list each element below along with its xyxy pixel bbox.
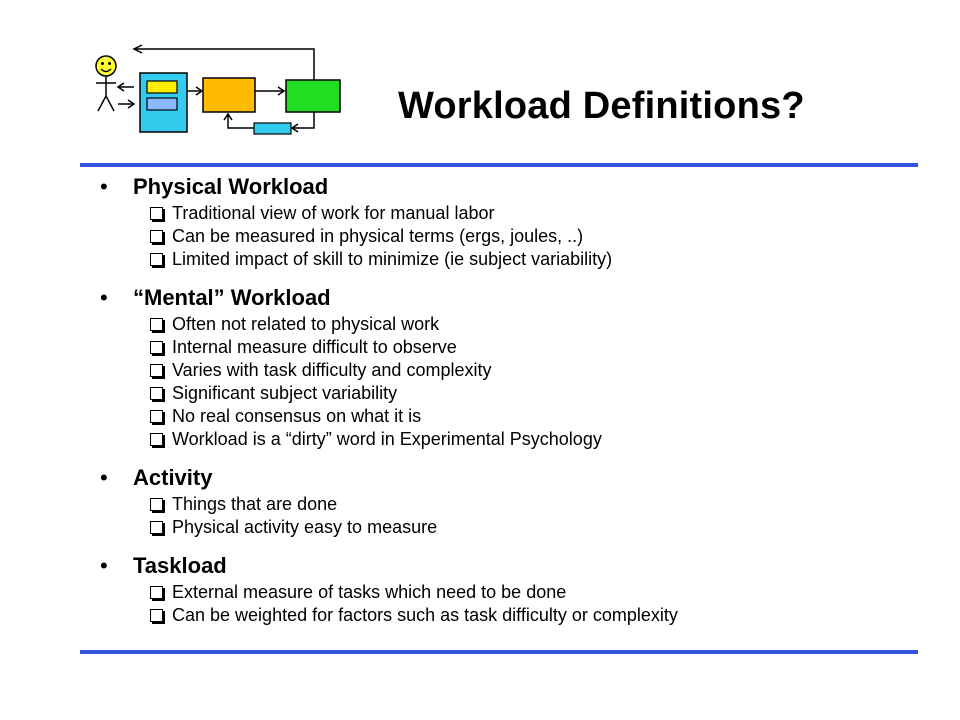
list-item [150, 581, 920, 604]
checkbox-bullet-icon [150, 609, 163, 622]
display-panel [140, 73, 187, 132]
list-item [150, 202, 920, 225]
section-header [100, 172, 920, 202]
checkbox-bullet-icon [150, 586, 163, 599]
checkbox-bullet-icon [150, 230, 163, 243]
list-item [150, 248, 920, 271]
checkbox-bullet-icon [150, 318, 163, 331]
checkbox-bullet-icon [150, 433, 163, 446]
top-divider [80, 163, 918, 167]
checkbox-bullet-icon [150, 253, 163, 266]
plant-block [286, 80, 340, 112]
list-item-text: Things that are done [172, 494, 338, 514]
list-item-text: Physical activity easy to measure [172, 517, 438, 537]
checkbox-bullet-icon [150, 410, 163, 423]
checkbox-bullet-icon [150, 521, 163, 534]
list-item-text: Limited impact of skill to minimize (ie subject variability) [172, 249, 613, 269]
definitions-list [100, 172, 920, 639]
section-header [100, 463, 920, 493]
page-title: Workload Definitions? [398, 85, 805, 127]
list-item [150, 313, 920, 336]
checkbox-bullet-icon [150, 207, 163, 220]
bullet-icon: • [100, 465, 108, 490]
bottom-divider [80, 650, 918, 654]
section-title: Taskload [133, 553, 227, 578]
list-item [150, 493, 920, 516]
list-item-text: Can be measured in physical terms (ergs, joules, ..) [172, 226, 584, 246]
list-item-text: Traditional view of work for manual labor [172, 203, 495, 223]
bullet-icon: • [100, 553, 108, 578]
list-item-text: Workload is a “dirty” word in Experimental Psychology [172, 429, 602, 449]
list-item [150, 516, 920, 539]
list-item-text: Varies with task difficulty and complexity [172, 360, 492, 380]
section-physical-workload [100, 172, 920, 271]
section-activity [100, 463, 920, 539]
bullet-icon: • [100, 174, 108, 199]
section-title: Physical Workload [133, 174, 329, 199]
smiley-person-icon [96, 56, 116, 111]
list-item-text: Internal measure difficult to observe [172, 337, 457, 357]
section-title: Activity [133, 465, 213, 490]
checkbox-bullet-icon [150, 341, 163, 354]
section-header [100, 283, 920, 313]
human-system-loop-diagram [90, 44, 350, 144]
list-item [150, 225, 920, 248]
list-item-text: Significant subject variability [172, 383, 398, 403]
list-item [150, 382, 920, 405]
checkbox-bullet-icon [150, 364, 163, 377]
list-item [150, 336, 920, 359]
list-item [150, 428, 920, 451]
bullet-icon: • [100, 285, 108, 310]
checkbox-bullet-icon [150, 498, 163, 511]
list-item [150, 359, 920, 382]
controller-block [203, 78, 255, 112]
list-item-text: No real consensus on what it is [172, 406, 422, 426]
checkbox-bullet-icon [150, 387, 163, 400]
list-item-text: External measure of tasks which need to be done [172, 582, 567, 602]
list-item [150, 405, 920, 428]
feedback-block [254, 123, 291, 134]
list-item-text: Often not related to physical work [172, 314, 440, 334]
list-item-text: Can be weighted for factors such as task difficulty or complexity [172, 605, 678, 625]
section-taskload [100, 551, 920, 627]
list-item [150, 604, 920, 627]
section-header [100, 551, 920, 581]
section-title: “Mental” Workload [133, 285, 331, 310]
section-mental-workload [100, 283, 920, 451]
